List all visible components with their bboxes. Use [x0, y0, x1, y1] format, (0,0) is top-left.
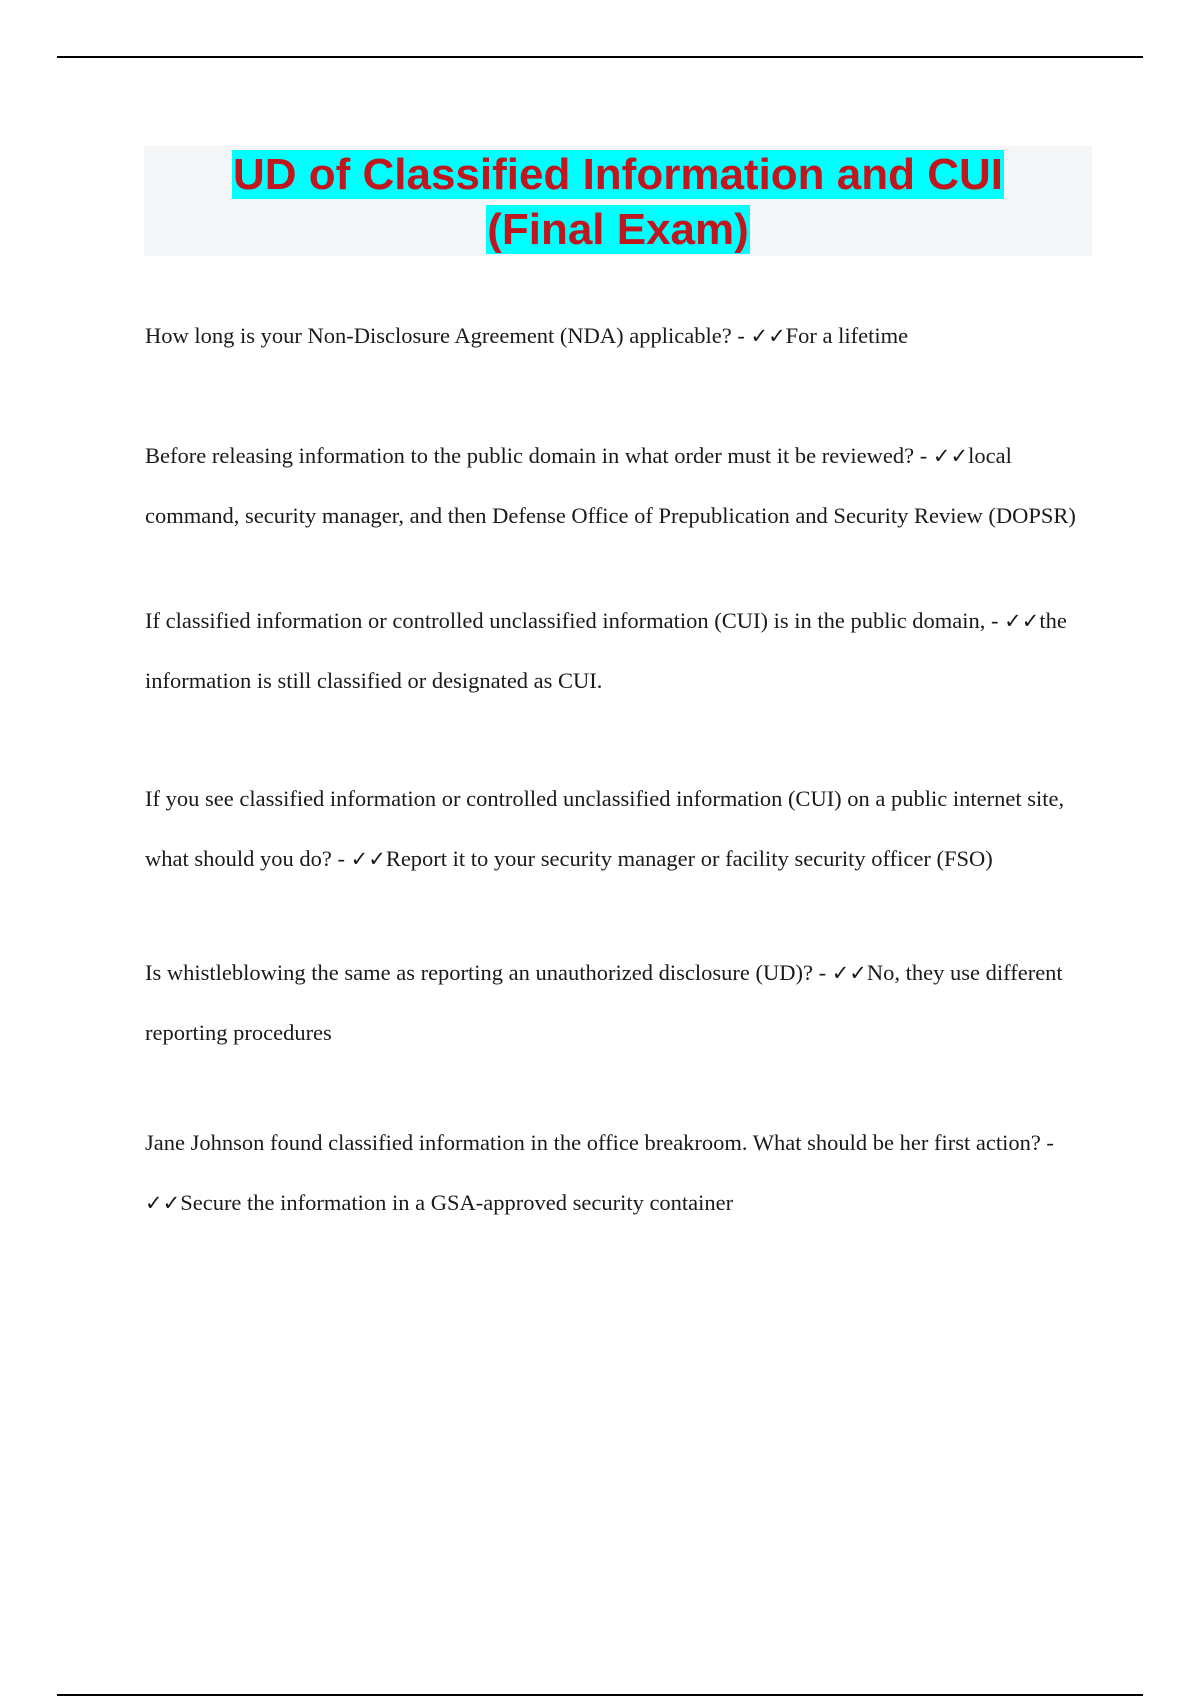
- double-check-icon: ✓✓: [350, 847, 386, 871]
- answer-text: Secure the information in a GSA-approved security container: [180, 1190, 734, 1215]
- qa-item: [145, 769, 1095, 889]
- qa-item: [145, 591, 1095, 711]
- double-check-icon: ✓✓: [932, 444, 969, 468]
- double-check-icon: ✓✓: [831, 961, 867, 985]
- question-text: Jane Johnson found classified information in the office breakroom. What should be her first action? -: [145, 1130, 1054, 1155]
- top-divider: [57, 56, 1143, 58]
- qa-item: [145, 943, 1095, 1063]
- answer-text: the information is still classified or designated as CUI.: [145, 608, 1067, 693]
- answer-text: Report it to your security manager or facility security officer (FSO): [385, 846, 993, 871]
- question-text: Before releasing information to the public domain in what order must it be reviewed? -: [145, 443, 933, 468]
- title-line-1: [144, 147, 1092, 202]
- double-check-icon: ✓✓: [1004, 609, 1040, 633]
- page-title: UD of Classified Information and CUI: [232, 150, 1004, 199]
- question-text: Is whistleblowing the same as reporting an unauthorized disclosure (UD)? -: [145, 960, 832, 985]
- title-banner: [144, 146, 1092, 256]
- qa-item: [145, 306, 1095, 366]
- answer-text: For a lifetime: [785, 323, 909, 348]
- double-check-icon: ✓✓: [145, 1191, 181, 1215]
- question-text: How long is your Non-Disclosure Agreement (NDA) applicable? -: [145, 323, 751, 348]
- title-line-2: [144, 202, 1092, 257]
- page-subtitle: (Final Exam): [487, 205, 749, 254]
- qa-item: [145, 1113, 1095, 1233]
- double-check-icon: ✓✓: [750, 324, 786, 348]
- bottom-divider: [57, 1694, 1143, 1696]
- qa-list: [145, 306, 1095, 1233]
- qa-item: [145, 426, 1095, 546]
- answer-text: local command, security manager, and then Defense Office of Prepublication and Security Review (DOPSR): [145, 443, 1076, 528]
- question-text: If you see classified information or controlled unclassified information (CUI) on a public internet site, what should you do? -: [145, 786, 1065, 871]
- answer-text: No, they use different reporting procedures: [145, 960, 1063, 1045]
- question-text: If classified information or controlled unclassified information (CUI) is in the public domain, -: [145, 608, 1005, 633]
